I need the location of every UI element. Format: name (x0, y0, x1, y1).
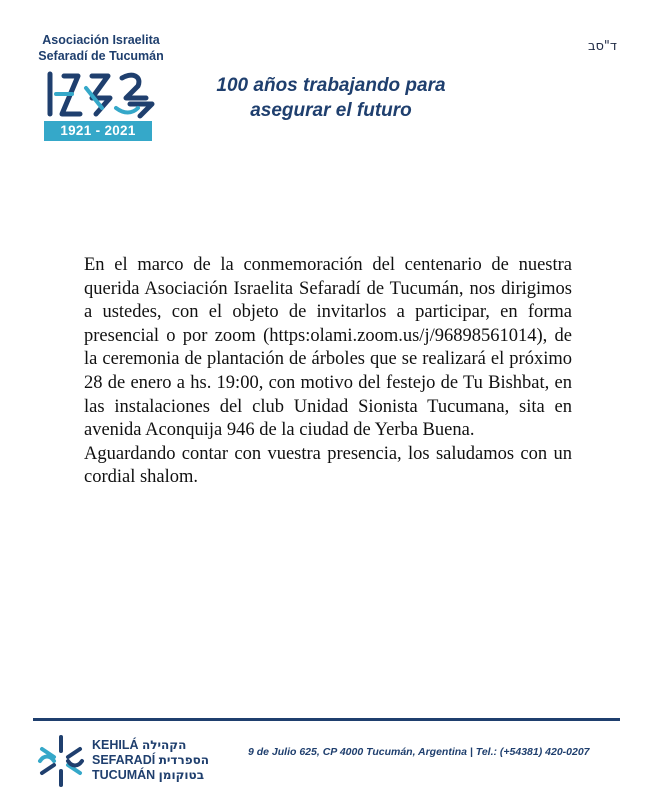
org-name: Asociación Israelita Sefaradí de Tucumán (38, 33, 164, 63)
footer-org-line-2 (92, 753, 209, 768)
besiyata-dishmaya: ד"סב (587, 39, 617, 54)
letter-paragraph-closing: Aguardando contar con vuestra presencia, los saludamos con un cordial shalom. (84, 443, 572, 488)
years-badge: 1921 - 2021 (44, 121, 152, 141)
footer-divider (33, 718, 620, 721)
footer-sefaradi: SEFARADÍ (92, 753, 156, 767)
kehila-star-logo-icon (34, 733, 88, 789)
footer-org-line-1 (92, 738, 186, 753)
letter-body (84, 254, 572, 490)
footer-sefaradi-hebrew: הספרדית (158, 753, 209, 767)
footer-contact-info: 9 de Julio 625, CP 4000 Tucumán, Argentina | Tel.: (+54381) 420-0207 (248, 746, 590, 758)
letter-paragraph-invitation: En el marco de la conmemoración del centenario de nuestra querida Asociación Israelita Sefaradí de Tucumán, nos dirigimos a ustedes, con el objeto de invitarlos a participar, en forma presencial o por zoom (https:olami.zoom.us/j/96898561014), de la ceremonia de plantación de árboles que se realizará el próximo 28 de enero a hs. 19:00, con motivo del festejo de Tu Bishbat, en las instalaciones del club Unidad Sionista Tucumana, sita en avenida Aconquija 946 de la ciudad de Yerba Buena. (84, 255, 572, 441)
slogan: 100 años trabajando para asegurar el futuro (216, 75, 446, 121)
footer-kehila-hebrew: הקהילה (142, 738, 187, 752)
footer-org-line-3 (92, 768, 204, 783)
footer-kehila: KEHILÁ (92, 738, 139, 752)
footer-tucuman: TUCUMÁN (92, 768, 156, 782)
footer-tucuman-hebrew: בטוקומן (158, 768, 205, 782)
centenary-logo-icon (42, 68, 160, 120)
